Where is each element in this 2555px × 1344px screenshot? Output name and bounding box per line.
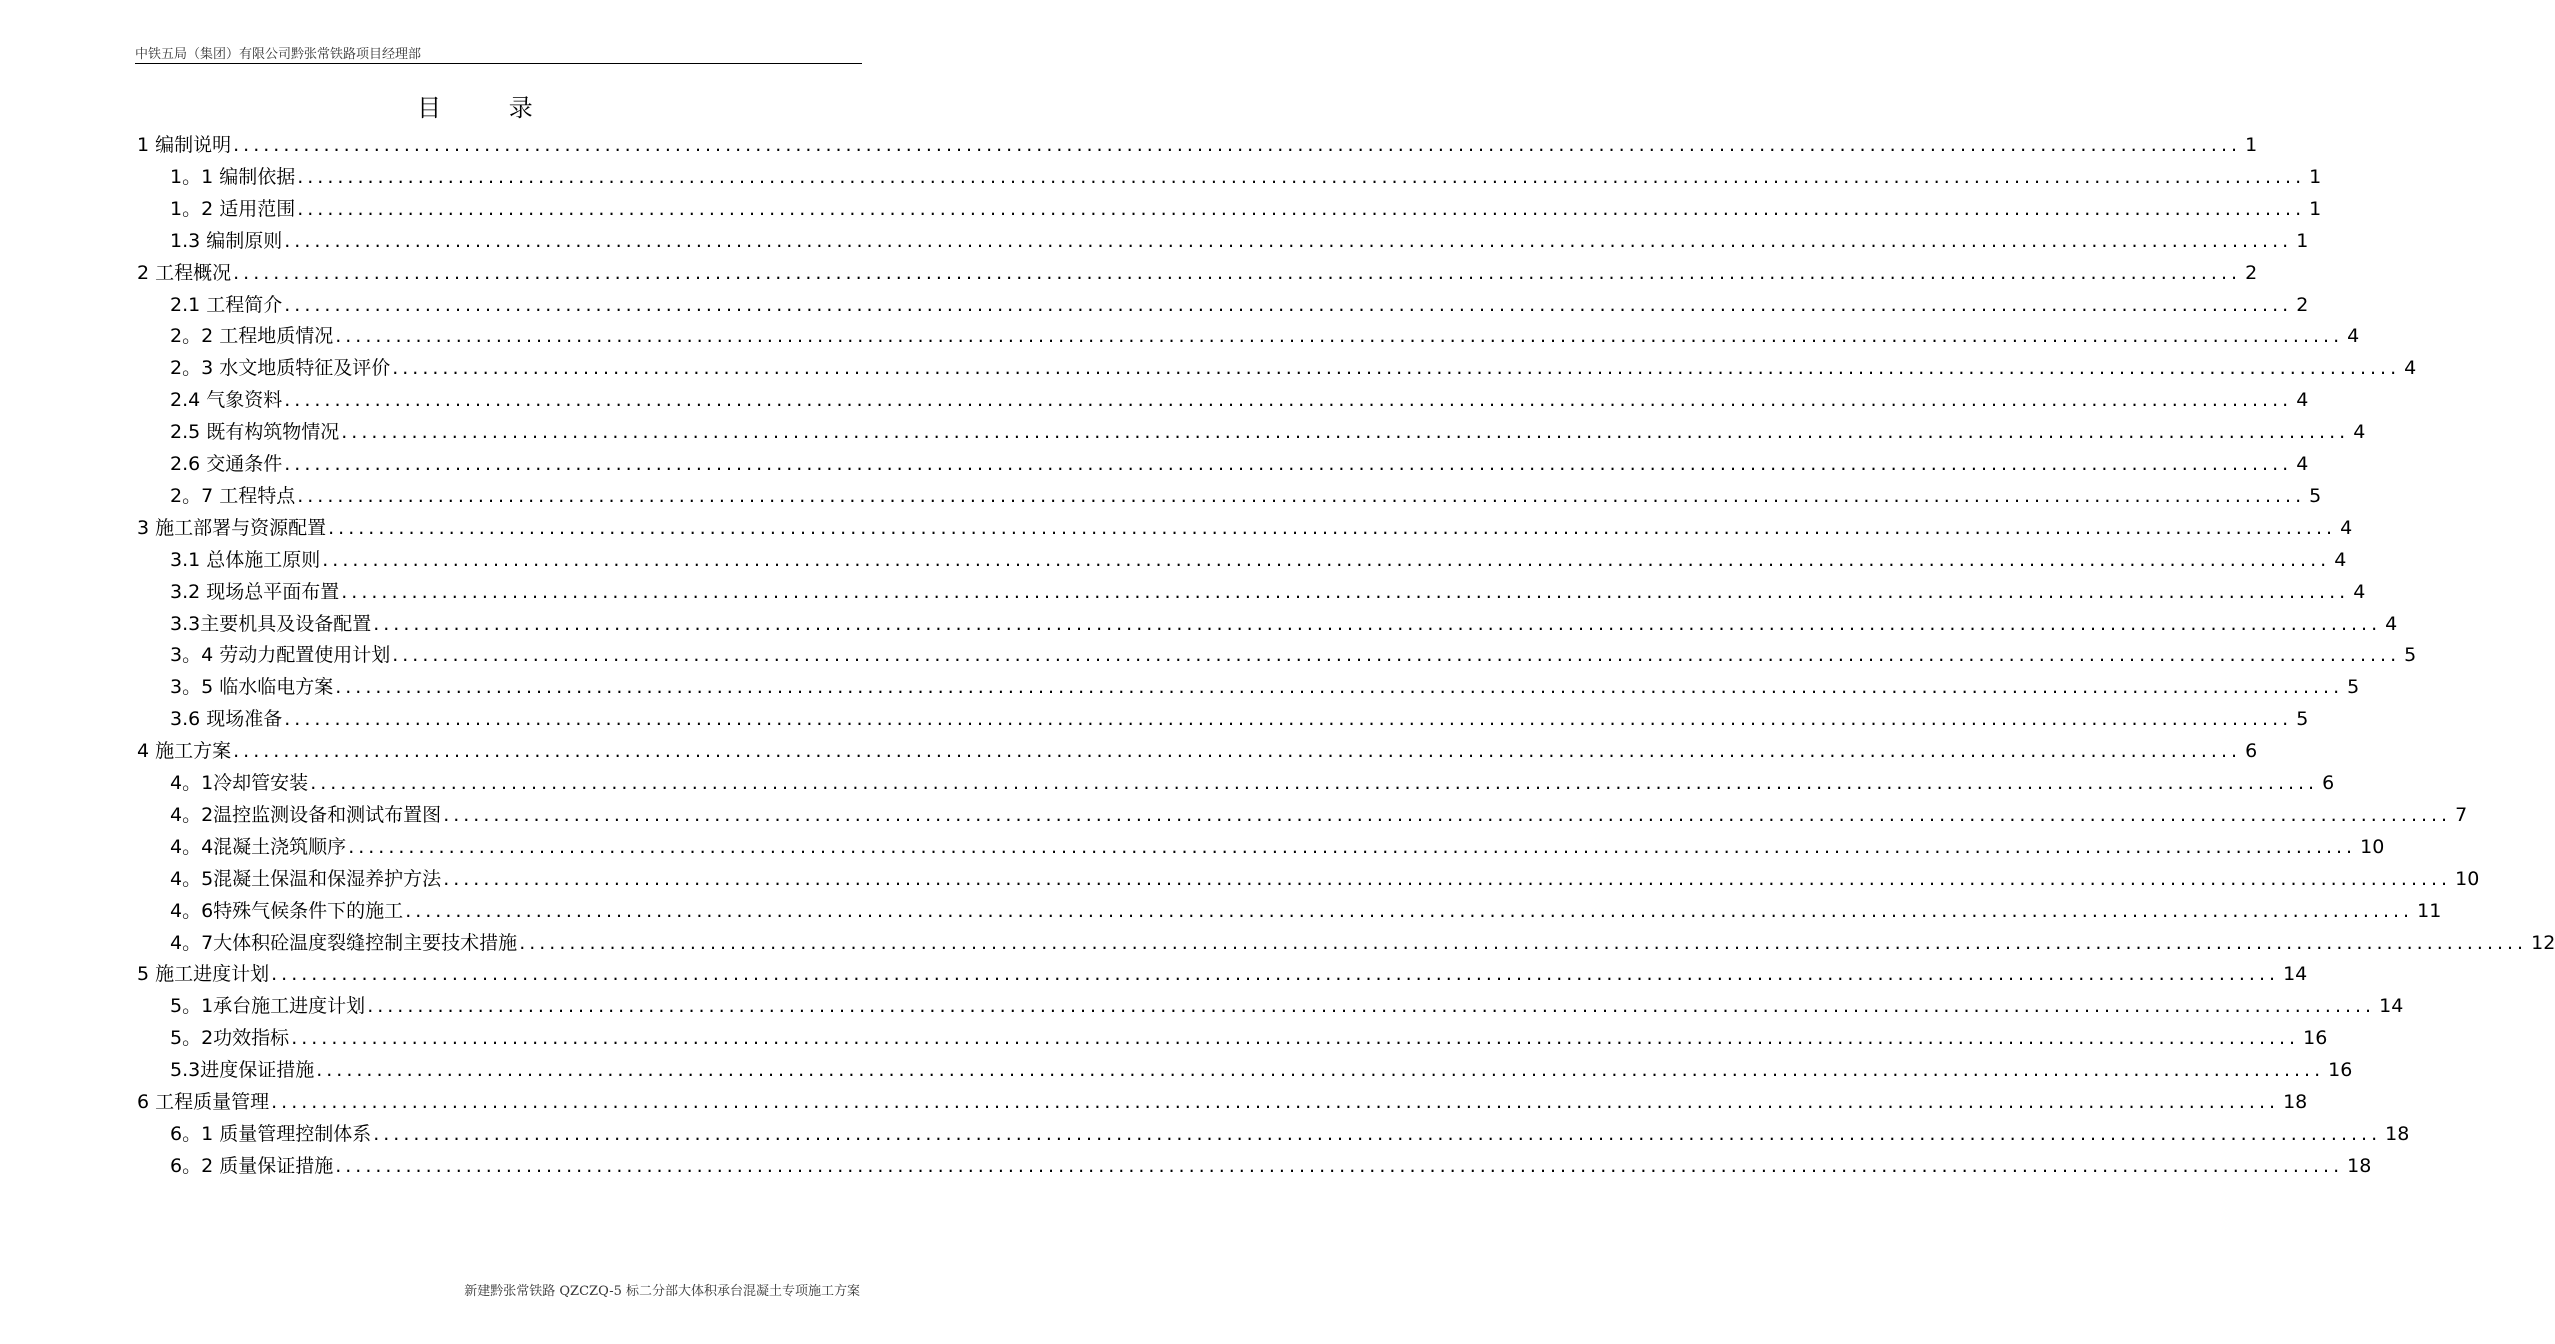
toc-entry-page: 4	[2353, 421, 2366, 444]
toc-leader-dots: ........................................................................................................................................................................................................	[284, 708, 2293, 731]
toc-entry-title: 3.3主要机具及设备配置	[170, 612, 372, 635]
toc-entry[interactable]	[137, 512, 2353, 544]
toc-leader-dots: ........................................................................................................................................................................................................	[284, 453, 2293, 475]
toc-leader-dots: ........................................................................................................................................................................................................	[367, 995, 2376, 1018]
toc-leader-dots: ........................................................................................................................................................................................................	[233, 134, 2242, 156]
toc-leader-dots: ........................................................................................................................................................................................................	[405, 899, 2414, 922]
toc-entry-page: 5	[2296, 708, 2309, 731]
toc-entry-page: 1	[2296, 229, 2309, 252]
toc-leader-dots: ........................................................................................................................................................................................................	[335, 1154, 2344, 1177]
toc-entry[interactable]	[170, 799, 2468, 831]
toc-leader-dots: ........................................................................................................................................................................................................	[328, 516, 2337, 539]
toc-entry-page: 4	[2334, 548, 2347, 571]
toc-entry-page: 4	[2296, 389, 2309, 412]
toc-entry[interactable]	[170, 576, 2366, 608]
toc-entry-title: 4。6特殊气候条件下的施工	[170, 899, 404, 922]
toc-leader-dots: ........................................................................................................................................................................................................	[348, 835, 2357, 858]
toc-leader-dots: ........................................................................................................................................................................................................	[291, 1027, 2300, 1050]
toc-entry[interactable]	[170, 990, 2404, 1022]
toc-entry[interactable]	[170, 895, 2442, 927]
toc-entry-title: 2 工程概况	[137, 261, 232, 284]
toc-entry-page: 16	[2303, 1027, 2328, 1050]
toc-entry[interactable]	[170, 927, 2555, 959]
toc-entry-title: 5 施工进度计划	[137, 963, 270, 986]
header-rule	[135, 63, 862, 64]
toc-entry-title: 4。4混凝土浇筑顺序	[170, 835, 347, 858]
toc-entry[interactable]	[170, 320, 2360, 352]
toc-entry-title: 3.2 现场总平面布置	[170, 580, 340, 603]
toc-entry-title: 4 施工方案	[137, 740, 232, 763]
toc-entry[interactable]	[137, 958, 2308, 990]
toc-entry[interactable]	[137, 257, 2258, 289]
toc-entry-page: 4	[2347, 325, 2360, 348]
toc-entry-page: 7	[2455, 803, 2468, 826]
toc-entry-title: 2。2 工程地质情况	[170, 325, 334, 348]
toc-entry-page: 6	[2245, 740, 2258, 763]
toc-entry-title: 5.3进度保证措施	[170, 1059, 315, 1082]
toc-entry-title: 6 工程质量管理	[137, 1091, 270, 1113]
toc-entry-title: 4。2温控监测设备和测试布置图	[170, 803, 442, 826]
toc-entry-title: 3.1 总体施工原则	[170, 548, 321, 571]
toc-entry-page: 10	[2360, 835, 2385, 858]
toc-entry-page: 18	[2385, 1122, 2410, 1145]
toc-entry[interactable]	[170, 289, 2309, 321]
toc-entry[interactable]	[170, 863, 2480, 895]
toc-entry[interactable]	[170, 639, 2417, 671]
toc-leader-dots: ........................................................................................................................................................................................................	[310, 772, 2319, 794]
toc-entry[interactable]	[170, 671, 2360, 703]
toc-entry-page: 4	[2353, 580, 2366, 603]
toc-leader-dots: ........................................................................................................................................................................................................	[284, 229, 2293, 252]
toc-entry[interactable]	[170, 352, 2417, 384]
toc-entry-page: 2	[2296, 293, 2309, 316]
toc-leader-dots: ........................................................................................................................................................................................................	[297, 484, 2306, 507]
page-header: 中铁五局（集团）有限公司黔张常铁路项目经理部	[135, 47, 422, 62]
toc-entry-title: 2。3 水文地质特征及评价	[170, 357, 391, 380]
toc-entry[interactable]	[170, 161, 2322, 193]
toc-entry[interactable]	[170, 384, 2309, 416]
toc-entry-page: 1	[2309, 165, 2322, 188]
toc-leader-dots: ........................................................................................................................................................................................................	[341, 580, 2350, 603]
toc-entry[interactable]	[137, 735, 2258, 767]
toc-leader-dots: ........................................................................................................................................................................................................	[233, 740, 2242, 763]
toc-entry[interactable]	[170, 608, 2398, 640]
toc-leader-dots: ........................................................................................................................................................................................................	[233, 261, 2242, 284]
toc-entry-title: 3 施工部署与资源配置	[137, 516, 327, 539]
toc-entry[interactable]	[170, 1118, 2410, 1150]
toc-entry[interactable]	[170, 416, 2366, 448]
toc-entry[interactable]	[170, 703, 2309, 735]
toc-leader-dots: ........................................................................................................................................................................................................	[297, 165, 2306, 188]
toc-leader-dots: ........................................................................................................................................................................................................	[297, 197, 2306, 220]
toc-entry-page: 4	[2296, 453, 2309, 475]
toc-entry-page: 16	[2328, 1059, 2353, 1082]
toc-entry-title: 3。4 劳动力配置使用计划	[170, 644, 391, 667]
toc-entry-page: 1	[2245, 134, 2258, 156]
toc-leader-dots: ........................................................................................................................................................................................................	[284, 293, 2293, 316]
toc-entry-title: 5。2功效指标	[170, 1027, 290, 1050]
toc-entry-title: 4。7大体积砼温度裂缝控制主要技术措施	[170, 931, 518, 954]
toc-entry-page: 4	[2404, 357, 2417, 380]
toc-entry-title: 3。5 临水临电方案	[170, 676, 334, 699]
toc-entry-title: 2.6 交通条件	[170, 453, 283, 475]
toc-leader-dots: ........................................................................................................................................................................................................	[392, 357, 2401, 380]
toc-entry-page: 2	[2245, 261, 2258, 284]
toc-entry-title: 2.5 既有构筑物情况	[170, 421, 340, 444]
toc-entry-page: 14	[2283, 963, 2308, 986]
toc-entry[interactable]	[170, 1022, 2328, 1054]
toc-entry-page: 18	[2283, 1091, 2308, 1113]
toc-entry-title: 4。5混凝土保温和保湿养护方法	[170, 867, 442, 890]
toc-entry[interactable]	[137, 129, 2258, 161]
toc-entry[interactable]	[170, 544, 2347, 576]
toc-entry-page: 1	[2309, 197, 2322, 220]
toc-leader-dots: ........................................................................................................................................................................................................	[335, 325, 2344, 348]
toc-entry-page: 5	[2309, 484, 2322, 507]
toc-entry-page: 5	[2347, 676, 2360, 699]
toc-entry-page: 14	[2379, 995, 2404, 1018]
toc-leader-dots: ........................................................................................................................................................................................................	[519, 931, 2528, 954]
toc-entry-page: 10	[2455, 867, 2480, 890]
toc-leader-dots: ........................................................................................................................................................................................................	[271, 963, 2280, 986]
toc-title: 目 录	[417, 94, 563, 122]
toc-entry[interactable]	[137, 1086, 2308, 1118]
toc-entry[interactable]	[170, 448, 2309, 480]
toc-entry[interactable]	[170, 225, 2309, 257]
toc-leader-dots: ........................................................................................................................................................................................................	[271, 1091, 2280, 1113]
toc-leader-dots: ........................................................................................................................................................................................................	[373, 1122, 2382, 1145]
toc-entry-title: 2.4 气象资料	[170, 389, 283, 412]
toc-leader-dots: ........................................................................................................................................................................................................	[373, 612, 2382, 635]
toc-entry-title: 3.6 现场准备	[170, 708, 283, 731]
toc-entry-page: 4	[2340, 516, 2353, 539]
toc-leader-dots: ........................................................................................................................................................................................................	[335, 676, 2344, 699]
toc-entry[interactable]	[170, 193, 2322, 225]
toc-leader-dots: ........................................................................................................................................................................................................	[443, 803, 2452, 826]
toc-entry-page: 11	[2417, 899, 2442, 922]
toc-entry-title: 6。1 质量管理控制体系	[170, 1122, 372, 1145]
toc-entry-title: 1。2 适用范围	[170, 197, 296, 220]
toc-entry[interactable]	[170, 1150, 2372, 1182]
toc-entry-page: 4	[2385, 612, 2398, 635]
page-footer: 新建黔张常铁路 QZCZQ-5 标二分部大体积承台混凝土专项施工方案	[464, 1284, 860, 1299]
toc-entry-page: 5	[2404, 644, 2417, 667]
toc-leader-dots: ........................................................................................................................................................................................................	[443, 867, 2452, 890]
toc-entry[interactable]	[170, 1054, 2353, 1086]
toc-leader-dots: ........................................................................................................................................................................................................	[392, 644, 2401, 667]
toc-leader-dots: ........................................................................................................................................................................................................	[284, 389, 2293, 412]
toc-entry-title: 5。1承台施工进度计划	[170, 995, 366, 1018]
toc-entry[interactable]	[170, 480, 2322, 512]
toc-leader-dots: ........................................................................................................................................................................................................	[322, 548, 2331, 571]
toc-entry-title: 6。2 质量保证措施	[170, 1154, 334, 1177]
toc-entry-title: 1。1 编制依据	[170, 165, 296, 188]
toc-entry[interactable]	[170, 831, 2385, 863]
toc-entry-title: 1.3 编制原则	[170, 229, 283, 252]
toc-entry-page: 12	[2531, 931, 2555, 954]
toc-entry-title: 4。1冷却管安装	[170, 772, 309, 794]
toc-entry[interactable]	[170, 767, 2335, 799]
toc-leader-dots: ........................................................................................................................................................................................................	[316, 1059, 2325, 1082]
toc-entry-page: 18	[2347, 1154, 2372, 1177]
toc-leader-dots: ........................................................................................................................................................................................................	[341, 421, 2350, 444]
toc-entry-title: 2.1 工程简介	[170, 293, 283, 316]
toc-entry-title: 2。7 工程特点	[170, 484, 296, 507]
toc-entry-title: 1 编制说明	[137, 134, 232, 156]
toc-entry-page: 6	[2322, 772, 2335, 794]
